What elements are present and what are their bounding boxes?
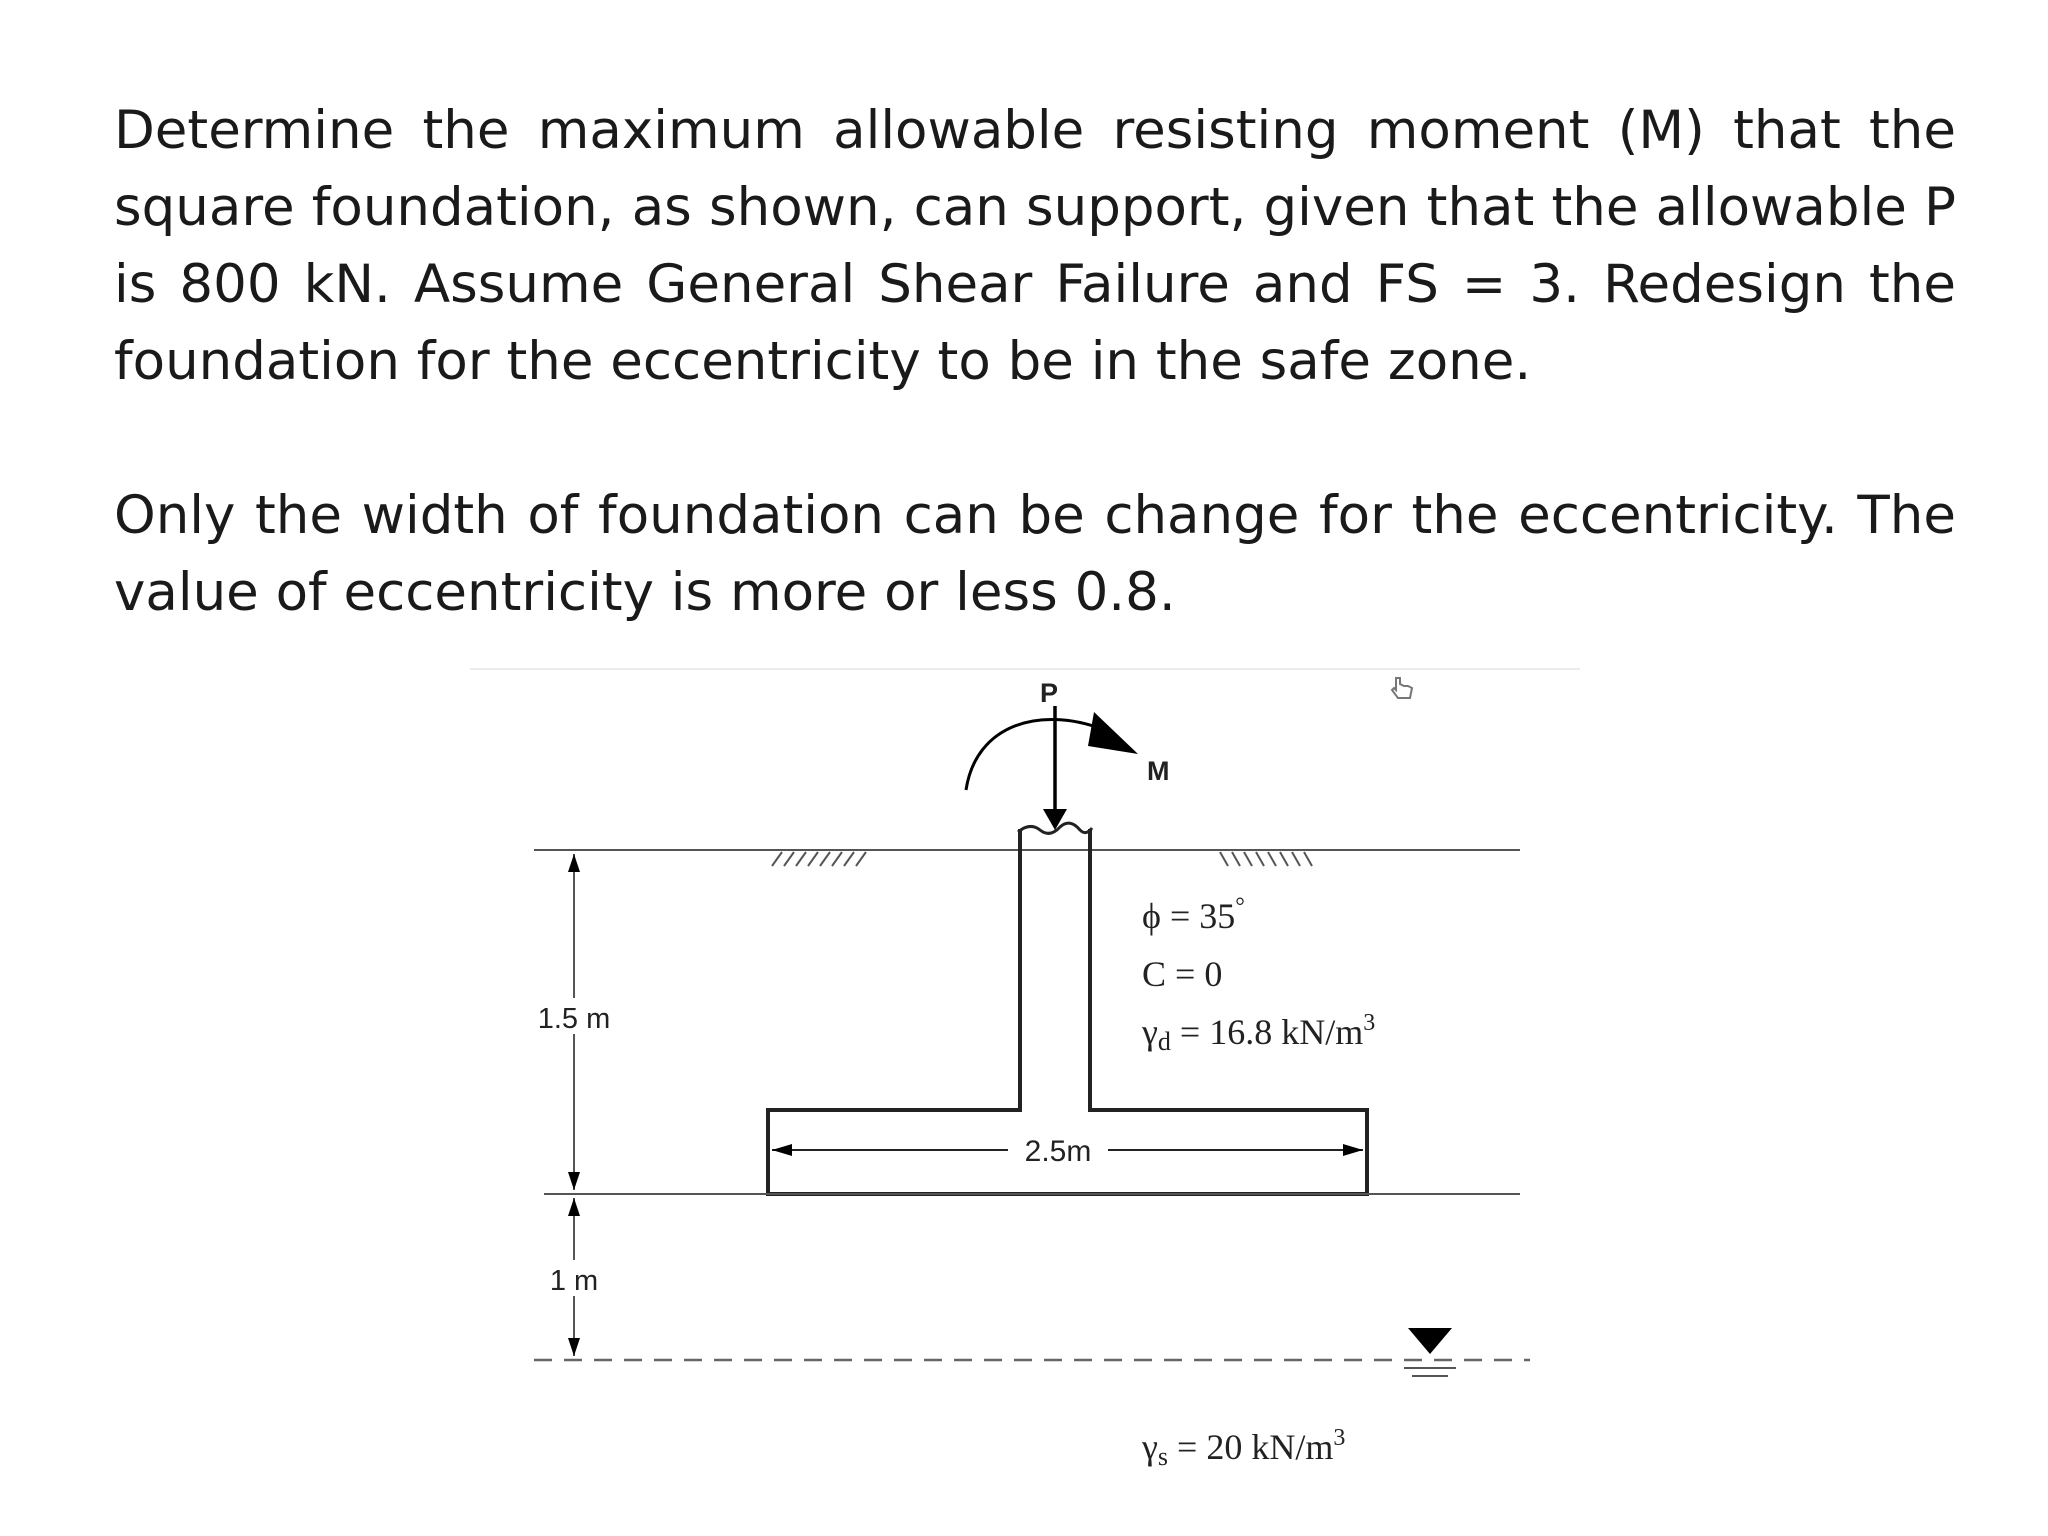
depth-arrow-top — [568, 854, 580, 872]
water-depth-arrow-top — [568, 1198, 580, 1216]
foundation-diagram — [470, 664, 1600, 1494]
friction-angle: ϕ = 35° — [1142, 894, 1245, 936]
depth-arrow-bottom — [568, 1172, 580, 1190]
cohesion: C = 0 — [1142, 954, 1223, 994]
ground-hatch-left — [772, 852, 866, 866]
hand-cursor-icon — [1392, 678, 1412, 698]
ground-hatch-right — [1220, 852, 1312, 866]
water-depth-arrow-bottom — [568, 1338, 580, 1356]
moment-label: M — [1147, 756, 1170, 786]
moment-arc — [966, 719, 1102, 790]
load-arrow-head — [1043, 809, 1067, 830]
width-label: 2.5m — [1024, 1135, 1092, 1168]
dry-unit-weight: γd = 16.8 $kN/m^3$ — [1142, 1010, 1376, 1056]
depth-label: 1.5 m — [537, 1003, 611, 1035]
problem-statement: Determine the maximum allowable resisting moment (M) that the square foundation, as shown, can support, given that the allowable P is 800 kN. Assume General Shear Failure and FS = 3. Redesign the foundation for the eccentricity to be in the safe zone. — [114, 100, 1956, 392]
width-arrow-right — [1343, 1144, 1363, 1156]
problem-note: Only the width of foundation can be change for the eccentricity. The value of eccentricity is more or less 0.8. — [114, 485, 1956, 623]
water-table-icon — [1404, 1328, 1456, 1376]
width-arrow-left — [772, 1144, 792, 1156]
load-label: P — [1040, 678, 1059, 708]
water-depth-label: 1 m — [549, 1265, 599, 1297]
saturated-unit-weight: γs = 20 $kN/m^3$ — [1142, 1425, 1346, 1471]
moment-arrow-head — [1088, 712, 1138, 754]
